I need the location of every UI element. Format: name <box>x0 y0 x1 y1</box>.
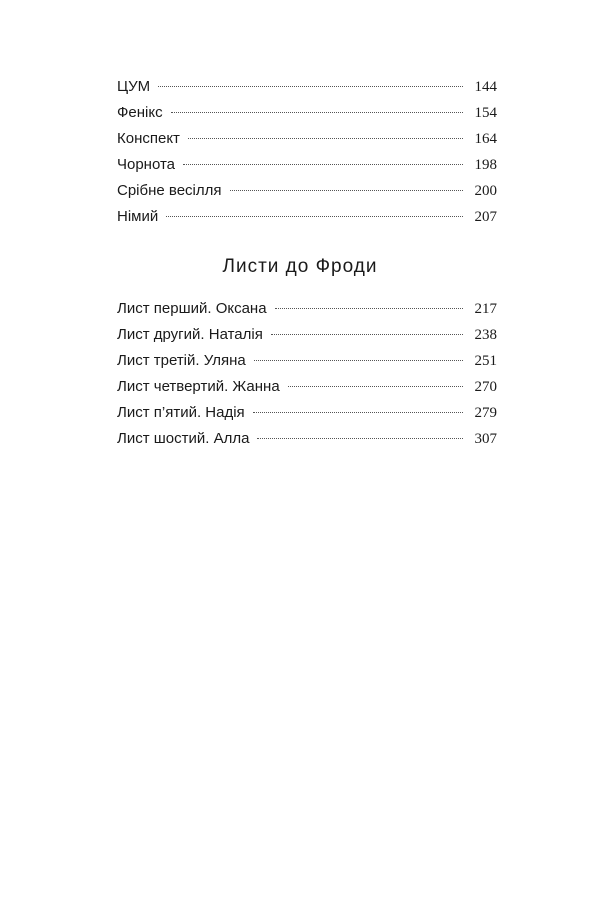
dot-leader <box>275 308 463 309</box>
toc-entry-title: Лист шостий. Алла <box>117 430 250 447</box>
toc-entry-title: Лист п’ятий. Надія <box>117 404 245 421</box>
toc-entry <box>117 400 497 426</box>
toc-entry-page: 251 <box>474 353 497 369</box>
toc-entry-title: Лист перший. Оксана <box>117 300 267 317</box>
toc-entry <box>117 74 497 100</box>
dot-leader <box>257 438 463 439</box>
toc-entry <box>117 152 497 178</box>
toc-entry-page: 307 <box>474 431 497 447</box>
dot-leader <box>166 216 463 217</box>
toc-entry-title: Чорнота <box>117 156 176 173</box>
toc-entry-title: Лист четвертий. Жанна <box>117 378 280 395</box>
toc-entry-title: Німий <box>117 208 159 225</box>
dot-leader <box>230 190 464 191</box>
toc-entry-title: Фенікс <box>117 104 163 121</box>
toc-entry-title: Срібне весілля <box>117 182 222 199</box>
toc-entry-page: 198 <box>474 157 497 173</box>
toc-entry-title: Конспект <box>117 130 180 147</box>
dot-leader <box>254 360 463 361</box>
toc-entry-page: 164 <box>474 131 497 147</box>
toc-entry <box>117 374 497 400</box>
toc-entry-page: 144 <box>474 79 497 95</box>
dot-leader <box>271 334 463 335</box>
toc-entry <box>117 100 497 126</box>
toc-entry <box>117 178 497 204</box>
toc-entry <box>117 426 497 452</box>
dot-leader <box>288 386 463 387</box>
toc-entry <box>117 348 497 374</box>
dot-leader <box>171 112 463 113</box>
toc-entry <box>117 126 497 152</box>
toc-entry-page: 270 <box>474 379 497 395</box>
section-heading: Листи до Фроди <box>222 256 378 277</box>
toc-list-top <box>117 74 497 230</box>
toc-entry <box>117 204 497 230</box>
toc-entry <box>117 322 497 348</box>
toc-entry-page: 200 <box>474 183 497 199</box>
toc-entry-title: ЦУМ <box>117 78 151 95</box>
toc-entry-title: Лист другий. Наталія <box>117 326 263 343</box>
toc-entry-page: 154 <box>474 105 497 121</box>
dot-leader <box>158 86 463 87</box>
toc-list-section <box>117 296 497 452</box>
toc-entry <box>117 296 497 322</box>
toc-entry-page: 238 <box>474 327 497 343</box>
toc-entry-page: 279 <box>474 405 497 421</box>
dot-leader <box>188 138 463 139</box>
dot-leader <box>253 412 463 413</box>
dot-leader <box>183 164 463 165</box>
toc-entry-page: 207 <box>474 209 497 225</box>
toc-entry-title: Лист третій. Уляна <box>117 352 246 369</box>
toc-entry-page: 217 <box>474 301 497 317</box>
